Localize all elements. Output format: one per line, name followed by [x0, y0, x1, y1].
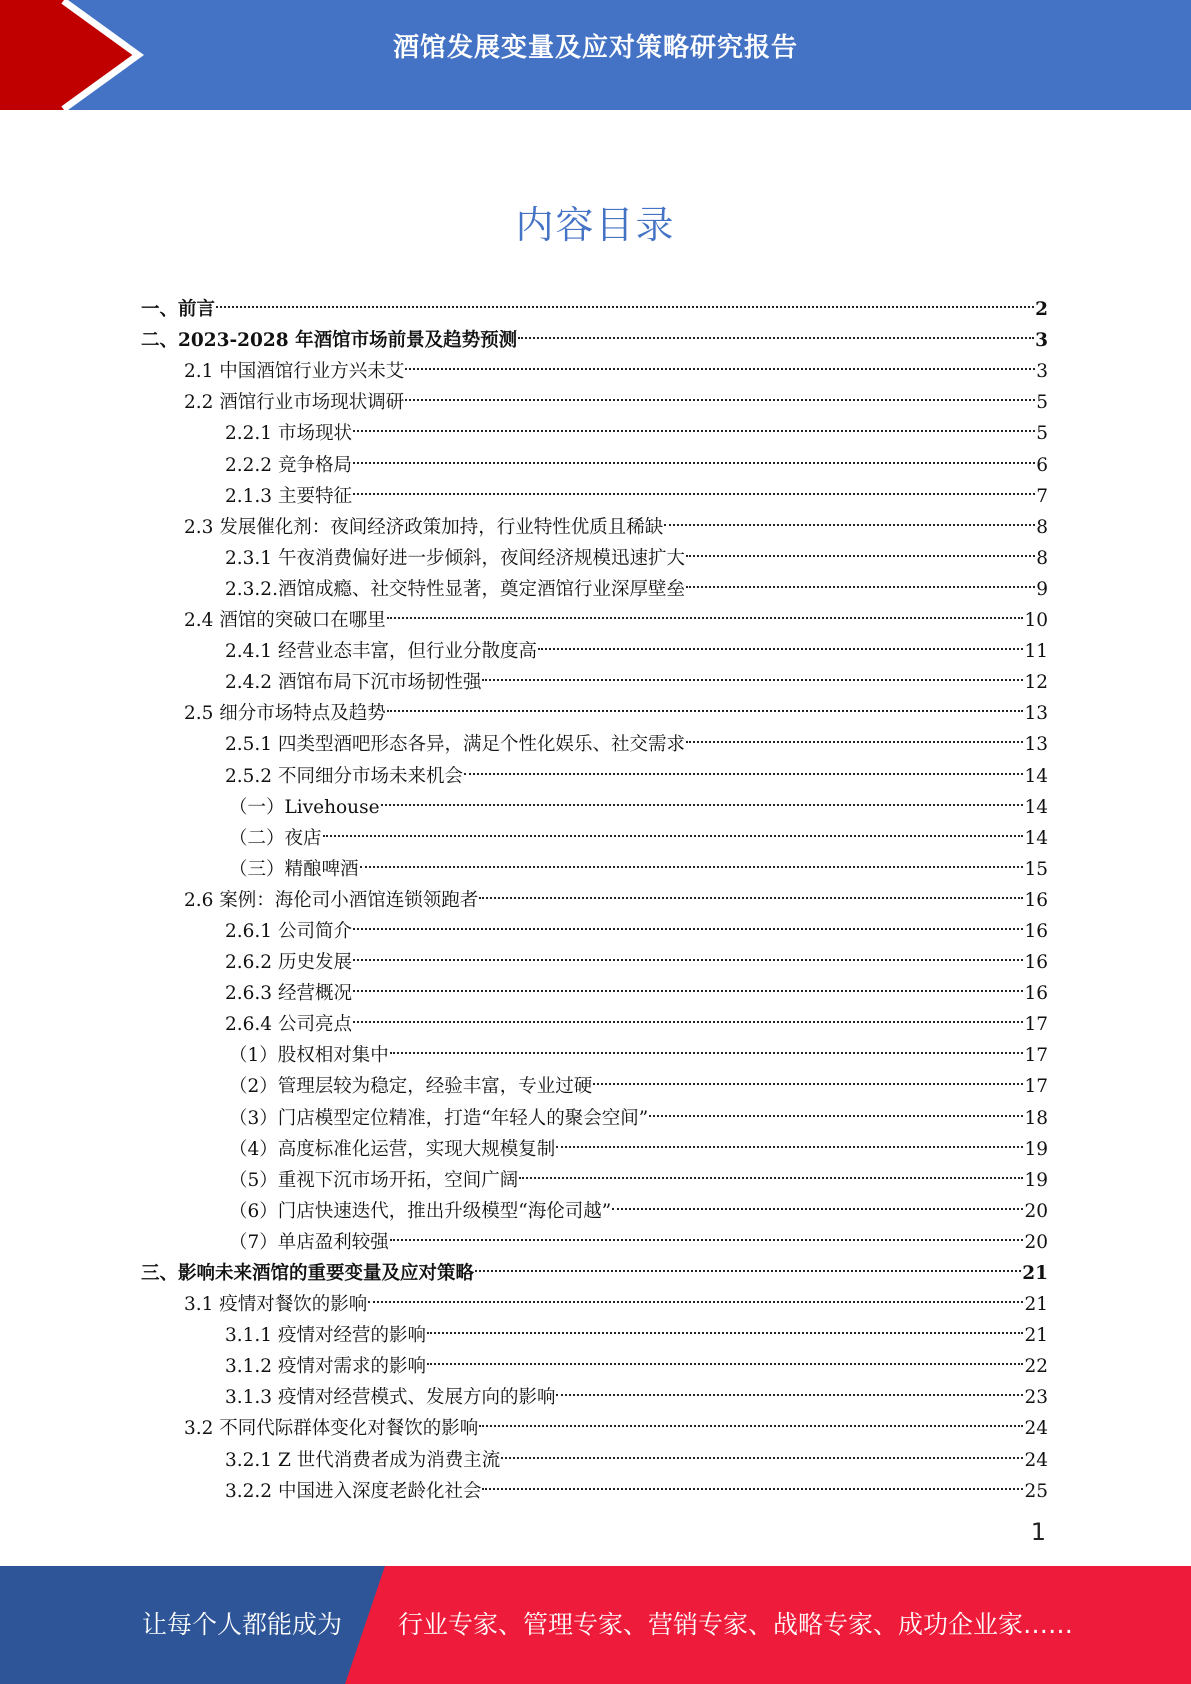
toc-entry-page: 20	[1024, 1200, 1048, 1222]
toc-entry-text: 三、影响未来酒馆的重要变量及应对策略	[141, 1263, 475, 1284]
toc-dot-leader	[686, 533, 1035, 564]
toc-entry-text: 2.2.1 市场现状	[225, 423, 352, 445]
toc-dot-leader	[360, 844, 1024, 875]
toc-entry-page: 5	[1036, 423, 1048, 445]
toc-dot-leader	[519, 1155, 1023, 1186]
toc-dot-leader	[518, 315, 1034, 346]
toc-entry-text: 3.1.2 疫情对需求的影响	[225, 1356, 426, 1378]
footer-bar	[0, 1566, 1191, 1684]
toc-entry-page: 8	[1036, 547, 1048, 569]
toc-entry-text: 2.4 酒馆的突破口在哪里	[184, 610, 386, 632]
toc-dot-leader	[664, 502, 1035, 533]
toc-entry-page: 5	[1036, 392, 1048, 414]
toc-entry[interactable]	[141, 284, 1048, 321]
toc-entry-page: 6	[1036, 454, 1048, 476]
toc-dot-leader	[390, 1030, 1024, 1061]
toc-dot-leader	[368, 1279, 1023, 1310]
toc-entry-page: 9	[1036, 578, 1048, 600]
toc-entry-page: 17	[1024, 1076, 1048, 1098]
toc-dot-leader	[427, 1310, 1023, 1341]
toc-entry-text: 2.2.2 竞争格局	[225, 454, 352, 476]
toc-entry-text: 2.1 中国酒馆行业方兴未艾	[184, 361, 405, 383]
toc-entry-page: 16	[1024, 952, 1048, 974]
toc-entry-page: 16	[1024, 983, 1048, 1005]
toc-entry-text: 二、2023-2028 年酒馆市场前景及趋势预测	[141, 330, 518, 352]
toc-dot-leader	[482, 657, 1023, 688]
toc-dot-leader	[538, 626, 1023, 657]
toc-dot-leader	[353, 906, 1024, 937]
toc-dot-leader	[475, 1248, 1021, 1279]
toc-entry-text: （3）门店模型定位精准，打造“年轻人的聚会空间”	[229, 1107, 649, 1129]
toc-dot-leader	[593, 1061, 1023, 1092]
toc-entry-text: 3.2.1 Z 世代消费者成为消费主流	[225, 1449, 501, 1471]
toc-entry-page: 24	[1024, 1418, 1048, 1440]
toc-entry-page: 2	[1035, 299, 1048, 321]
toc-dot-leader	[686, 564, 1035, 595]
toc-entry-text: 2.6.1 公司简介	[225, 920, 352, 942]
toc-entry-page: 14	[1024, 796, 1048, 818]
toc-entry-text: 3.1 疫情对餐饮的影响	[184, 1294, 368, 1316]
toc-dot-leader	[556, 1372, 1023, 1403]
toc-dot-leader	[686, 719, 1023, 750]
toc-entry-page: 3	[1036, 361, 1048, 383]
toc-entry-page: 20	[1024, 1231, 1048, 1253]
toc-dot-leader	[390, 1217, 1024, 1248]
toc-entry[interactable]	[141, 315, 1048, 352]
toc-entry-text: 2.5.2 不同细分市场未来机会	[225, 765, 463, 787]
toc-dot-leader	[353, 937, 1024, 968]
toc-dot-leader	[353, 408, 1035, 439]
toc-entry-page: 19	[1024, 1169, 1048, 1191]
table-of-contents	[141, 284, 1048, 1502]
toc-entry-page: 21	[1024, 1294, 1048, 1316]
toc-dot-leader	[353, 999, 1024, 1030]
toc-entry-page: 13	[1024, 734, 1048, 756]
toc-entry-page: 21	[1022, 1263, 1048, 1284]
toc-entry-text: 2.3 发展催化剂：夜间经济政策加持，行业特性优质且稀缺	[184, 516, 664, 538]
toc-entry-page: 12	[1024, 672, 1048, 694]
toc-entry-text: （1）股权相对集中	[229, 1045, 389, 1067]
toc-entry-text: 3.1.1 疫情对经营的影响	[225, 1325, 426, 1347]
toc-dot-leader	[353, 471, 1035, 502]
toc-entry-text: （4）高度标准化运营，实现大规模复制	[229, 1138, 556, 1160]
toc-dot-leader	[353, 968, 1024, 999]
toc-dot-leader	[353, 439, 1035, 470]
toc-entry-text: 2.4.1 经营业态丰富，但行业分散度高	[225, 641, 537, 663]
toc-entry-text: 2.6.2 历史发展	[225, 952, 352, 974]
toc-entry-text: （二）夜店	[229, 827, 322, 849]
toc-dot-leader	[612, 1186, 1023, 1217]
toc-entry-page: 16	[1024, 920, 1048, 942]
toc-entry-text: （5）重视下沉市场开拓，空间广阔	[229, 1169, 519, 1191]
toc-entry-text: 3.2.2 中国进入深度老龄化社会	[225, 1480, 482, 1502]
toc-dot-leader	[482, 1466, 1023, 1497]
toc-dot-leader	[479, 875, 1023, 906]
toc-dot-leader	[405, 346, 1035, 377]
toc-entry-text: 2.4.2 酒馆布局下沉市场韧性强	[225, 672, 482, 694]
toc-entry-page: 24	[1024, 1449, 1048, 1471]
header-bar	[0, 0, 1191, 110]
toc-entry-text: 2.5.1 四类型酒吧形态各异，满足个性化娱乐、社交需求	[225, 734, 685, 756]
toc-title: 内容目录	[515, 203, 676, 247]
toc-dot-leader	[381, 782, 1024, 813]
toc-dot-leader	[323, 813, 1024, 844]
toc-entry-page: 10	[1024, 610, 1048, 632]
toc-entry-text: 2.5 细分市场特点及趋势	[184, 703, 386, 725]
toc-entry-text: 2.1.3 主要特征	[225, 485, 352, 507]
toc-entry-page: 22	[1024, 1356, 1048, 1378]
toc-entry-page: 8	[1036, 516, 1048, 538]
toc-entry-page: 17	[1024, 1045, 1048, 1067]
toc-entry-text: （7）单店盈利较强	[229, 1231, 389, 1253]
toc-entry-text: 2.2 酒馆行业市场现状调研	[184, 392, 405, 414]
footer-slogan-left: 让每个人都能成为	[142, 1610, 343, 1639]
toc-entry-text: 2.6.3 经营概况	[225, 983, 352, 1005]
toc-dot-leader	[387, 595, 1024, 626]
toc-entry-text: 3.1.3 疫情对经营模式、发展方向的影响	[225, 1387, 556, 1409]
toc-entry-page: 14	[1024, 765, 1048, 787]
toc-entry-text: （一）Livehouse	[229, 796, 380, 818]
toc-dot-leader	[405, 377, 1035, 408]
toc-entry-page: 18	[1024, 1107, 1048, 1129]
toc-entry-page: 13	[1024, 703, 1048, 725]
toc-dot-leader	[464, 750, 1023, 781]
toc-entry-text: 2.6 案例：海伦司小酒馆连锁领跑者	[184, 889, 479, 911]
toc-dot-leader	[501, 1434, 1023, 1465]
toc-entry-text: （6）门店快速迭代，推出升级模型“海伦司越”	[229, 1200, 612, 1222]
toc-entry-page: 21	[1024, 1325, 1048, 1347]
toc-dot-leader	[387, 688, 1024, 719]
toc-entry-page: 25	[1024, 1480, 1048, 1502]
toc-entry-page: 16	[1024, 889, 1048, 911]
toc-dot-leader	[556, 1124, 1023, 1155]
toc-dot-leader	[216, 284, 1034, 315]
toc-entry-page: 3	[1035, 330, 1048, 352]
report-title: 酒馆发展变量及应对策略研究报告	[392, 33, 798, 63]
toc-dot-leader	[649, 1092, 1023, 1123]
page-number: 1	[1030, 1518, 1046, 1546]
toc-entry-text: 2.6.4 公司亮点	[225, 1014, 352, 1036]
toc-entry-text: （三）精酿啤酒	[229, 858, 359, 880]
toc-entry-text: 一、前言	[141, 299, 216, 321]
toc-entry-page: 17	[1024, 1014, 1048, 1036]
toc-dot-leader	[479, 1403, 1023, 1434]
toc-entry-text: 3.2 不同代际群体变化对餐饮的影响	[184, 1418, 479, 1440]
toc-entry-page: 15	[1024, 858, 1048, 880]
toc-entry-page: 7	[1036, 485, 1048, 507]
toc-entry-page: 11	[1024, 641, 1048, 663]
footer-slogan-right: 行业专家、管理专家、营销专家、战略专家、成功企业家……	[398, 1610, 1074, 1639]
toc-entry-text: 2.3.2.酒馆成瘾、社交特性显著，奠定酒馆行业深厚壁垒	[225, 578, 685, 600]
toc-entry-text: （2）管理层较为稳定，经验丰富，专业过硬	[229, 1076, 593, 1098]
toc-entry-text: 2.3.1 午夜消费偏好进一步倾斜，夜间经济规模迅速扩大	[225, 547, 685, 569]
toc-entry-page: 14	[1024, 827, 1048, 849]
toc-entry-page: 23	[1024, 1387, 1048, 1409]
toc-dot-leader	[427, 1341, 1023, 1372]
toc-entry-page: 19	[1024, 1138, 1048, 1160]
